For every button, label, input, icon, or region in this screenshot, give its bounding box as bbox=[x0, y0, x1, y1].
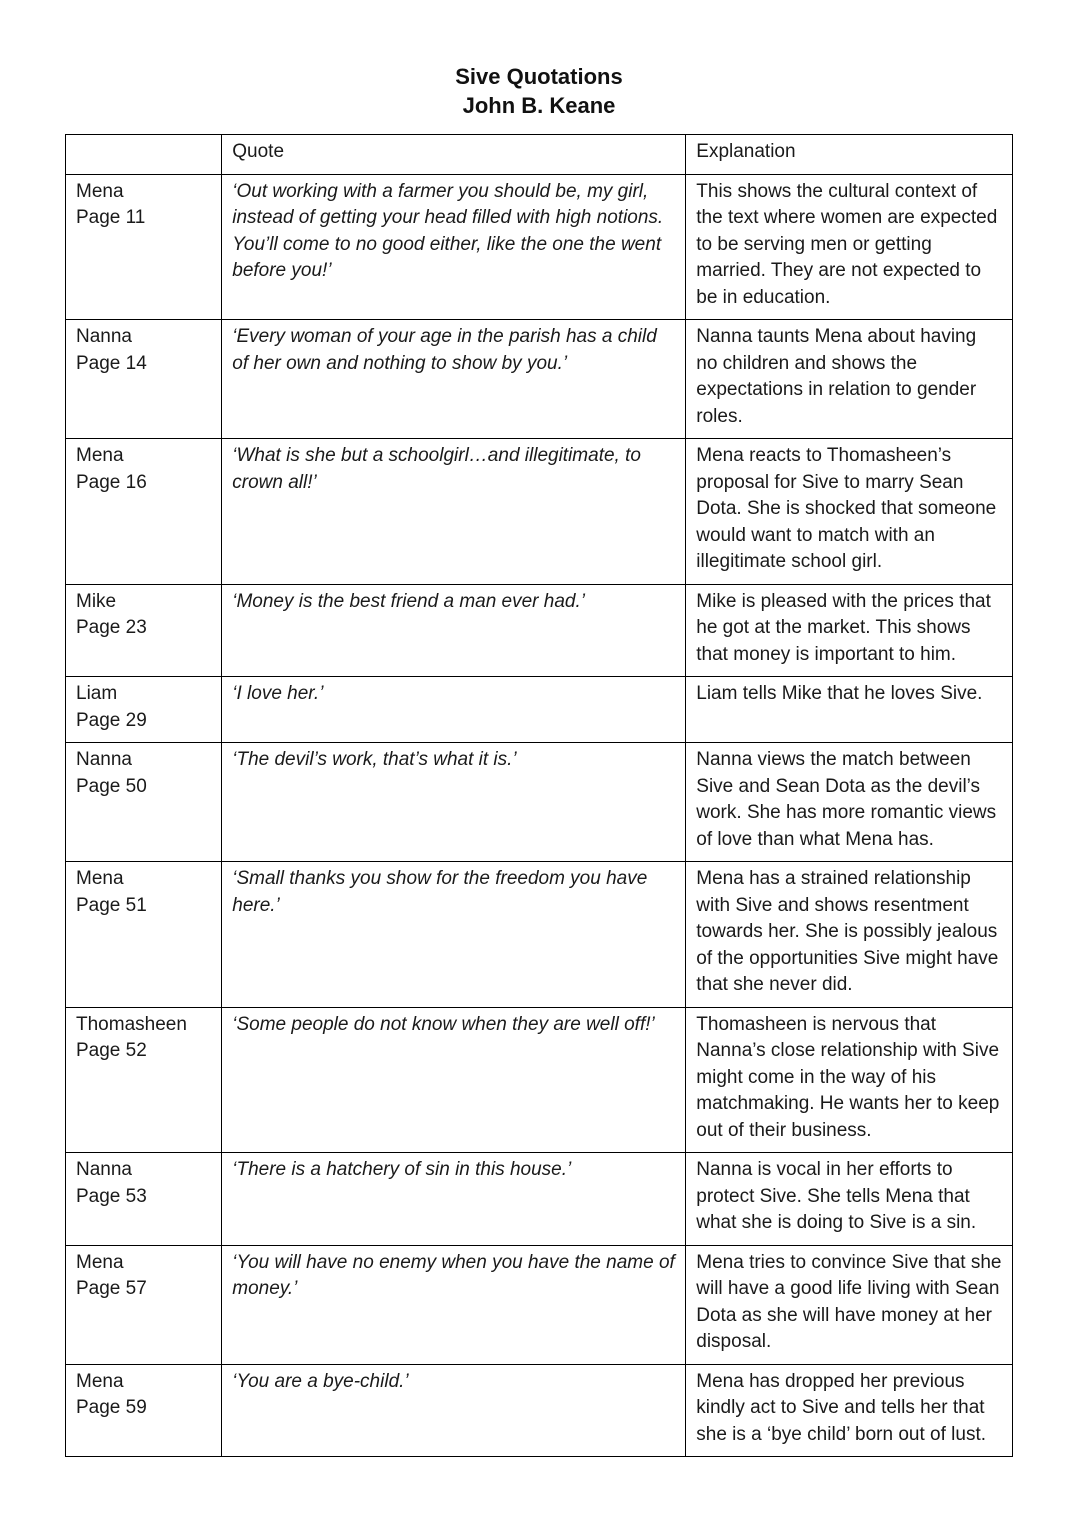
quote-cell: ‘You are a bye-child.’ bbox=[222, 1364, 686, 1457]
table-row bbox=[66, 174, 1013, 320]
quote-cell: ‘Every woman of your age in the parish has a child of her own and nothing to show by you.’ bbox=[222, 320, 686, 439]
quotations-table bbox=[65, 134, 1013, 1457]
table-header-row bbox=[66, 135, 1013, 175]
quote-column-header: Quote bbox=[222, 135, 686, 175]
explanation-cell: Mena reacts to Thomasheen’s proposal for Sive to marry Sean Dota. She is shocked that someone would want to match with an illegitimate school girl. bbox=[686, 439, 1013, 585]
page-number: Page 11 bbox=[76, 207, 146, 228]
table-row bbox=[66, 1007, 1013, 1153]
explanation-cell: This shows the cultural context of the text where women are expected to be serving men or getting married. They are not expected to be in education. bbox=[686, 174, 1013, 320]
explanation-cell: Mike is pleased with the prices that he got at the market. This shows that money is important to him. bbox=[686, 584, 1013, 677]
table-row bbox=[66, 862, 1013, 1008]
explanation-cell: Mena tries to convince Sive that she will have a good life living with Sean Dota as she will have money at her disposal. bbox=[686, 1245, 1013, 1364]
table-row bbox=[66, 1153, 1013, 1246]
table-row bbox=[66, 584, 1013, 677]
speaker-cell bbox=[66, 862, 222, 1008]
quote-cell: ‘Some people do not know when they are well off!’ bbox=[222, 1007, 686, 1153]
quote-cell: ‘Money is the best friend a man ever had.’ bbox=[222, 584, 686, 677]
speaker-name: Mena bbox=[76, 1251, 124, 1273]
table-row bbox=[66, 439, 1013, 585]
explanation-cell: Nanna views the match between Sive and Sean Dota as the devil’s work. She has more romantic views of love than what Mena has. bbox=[686, 743, 1013, 862]
page-number: Page 23 bbox=[76, 617, 147, 638]
speaker-cell bbox=[66, 1153, 222, 1246]
table-row bbox=[66, 677, 1013, 743]
speaker-cell bbox=[66, 677, 222, 743]
table-row bbox=[66, 1364, 1013, 1457]
page-number: Page 53 bbox=[76, 1185, 147, 1207]
explanation-column-header: Explanation bbox=[686, 135, 1013, 175]
explanation-cell: Nanna taunts Mena about having no children and shows the expectations in relation to gender roles. bbox=[686, 320, 1013, 439]
page-number: Page 57 bbox=[76, 1278, 147, 1299]
speaker-cell bbox=[66, 1007, 222, 1153]
quote-cell: ‘Small thanks you show for the freedom you have here.’ bbox=[222, 862, 686, 1008]
speaker-name: Nanna bbox=[76, 326, 132, 347]
speaker-cell bbox=[66, 1364, 222, 1457]
explanation-cell: Mena has dropped her previous kindly act to Sive and tells her that she is a ‘bye child’ born out of lust. bbox=[686, 1364, 1013, 1457]
speaker-cell bbox=[66, 174, 222, 320]
speaker-cell bbox=[66, 320, 222, 439]
explanation-cell: Thomasheen is nervous that Nanna’s close relationship with Sive might come in the way of his matchmaking. He wants her to keep out of their business. bbox=[686, 1007, 1013, 1153]
document-title: Sive Quotations bbox=[455, 64, 623, 89]
speaker-cell bbox=[66, 1245, 222, 1364]
speaker-name: Mike bbox=[76, 590, 117, 612]
quote-cell: ‘There is a hatchery of sin in this house.’ bbox=[222, 1153, 686, 1246]
speaker-name: Nanna bbox=[76, 1159, 132, 1180]
table-row bbox=[66, 320, 1013, 439]
page-number: Page 14 bbox=[76, 352, 147, 374]
explanation-cell: Mena has a strained relationship with Sive and shows resentment towards her. She is possibly jealous of the opportunities Sive might have that she never did. bbox=[686, 862, 1013, 1008]
speaker-name: Mena bbox=[76, 180, 124, 202]
explanation-cell: Liam tells Mike that he loves Sive. bbox=[686, 677, 1013, 743]
speaker-name: Nanna bbox=[76, 749, 132, 770]
speaker-column-header bbox=[66, 135, 222, 175]
speaker-name: Mena bbox=[76, 868, 124, 889]
page-number: Page 51 bbox=[76, 894, 147, 916]
quote-cell: ‘What is she but a schoolgirl…and illegitimate, to crown all!’ bbox=[222, 439, 686, 585]
speaker-cell bbox=[66, 584, 222, 677]
page-number: Page 50 bbox=[76, 775, 147, 797]
speaker-name: Mena bbox=[76, 445, 124, 466]
document-subtitle: John B. Keane bbox=[462, 93, 616, 118]
speaker-name: Thomasheen bbox=[76, 1013, 187, 1035]
page-number: Page 16 bbox=[76, 471, 147, 493]
quote-cell: ‘Out working with a farmer you should be, my girl, instead of getting your head filled with high notions. You’ll come to no good either, like the one the went before you!’ bbox=[222, 174, 686, 320]
speaker-cell bbox=[66, 439, 222, 585]
page-number: Page 29 bbox=[76, 709, 147, 731]
table-row bbox=[66, 1245, 1013, 1364]
speaker-name: Mena bbox=[76, 1370, 124, 1392]
speaker-cell bbox=[66, 743, 222, 862]
table-row bbox=[66, 743, 1013, 862]
page-number: Page 52 bbox=[76, 1040, 147, 1061]
quote-cell: ‘I love her.’ bbox=[222, 677, 686, 743]
page-number: Page 59 bbox=[76, 1397, 147, 1418]
speaker-name: Liam bbox=[76, 683, 118, 704]
quote-cell: ‘You will have no enemy when you have the name of money.’ bbox=[222, 1245, 686, 1364]
document-header bbox=[65, 62, 1013, 120]
quote-cell: ‘The devil’s work, that’s what it is.’ bbox=[222, 743, 686, 862]
explanation-cell: Nanna is vocal in her efforts to protect Sive. She tells Mena that what she is doing to Sive is a sin. bbox=[686, 1153, 1013, 1246]
